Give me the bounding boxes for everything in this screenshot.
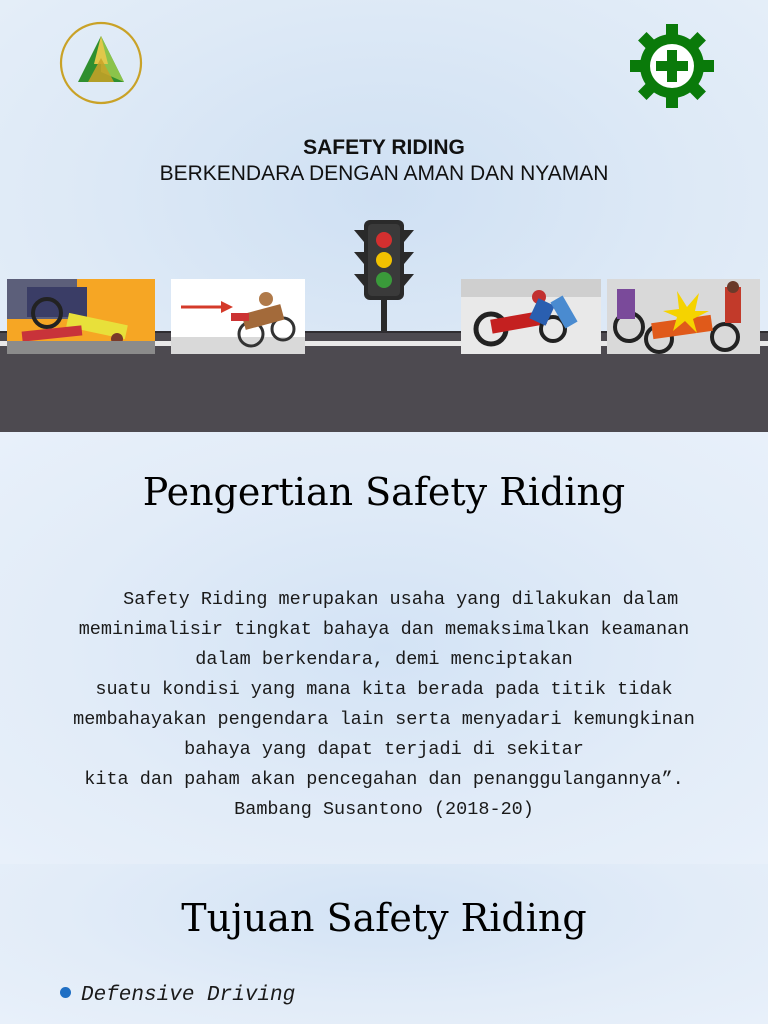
slide-title: SAFETY RIDING <box>303 136 465 159</box>
motorcycle-crash-illustration <box>171 279 305 354</box>
bullet-icon <box>60 987 71 998</box>
title-slide <box>0 0 768 432</box>
traffic-light-icon <box>352 218 416 336</box>
citation-line: Bambang Susantono (2018-20) <box>234 799 534 820</box>
paragraph-line: kita dan paham akan pencegahan dan penanggulangannya”. <box>84 769 684 790</box>
accident-victim-photo <box>7 279 155 354</box>
paragraph-line: dalam berkendara, demi menciptakan <box>195 649 573 670</box>
eternal-tangshan-logo <box>58 20 144 106</box>
bullet-item <box>60 984 295 1007</box>
objective-slide <box>0 864 768 1024</box>
paragraph-line: membahayakan pengendara lain serta menyadari kemungkinan <box>73 709 695 730</box>
bullet-text: Defensive Driving <box>81 984 296 1007</box>
definition-slide <box>0 432 768 864</box>
slide-subtitle: BERKENDARA DENGAN AMAN DAN NYAMAN <box>159 162 609 185</box>
motorcycle-collision-photo <box>607 279 760 354</box>
rider-fall-photo <box>461 279 601 354</box>
k3-safety-gear-cross-icon <box>628 22 716 110</box>
definition-paragraph <box>20 585 748 825</box>
paragraph-line: bahaya yang dapat terjadi di sekitar <box>184 739 584 760</box>
definition-heading: Pengertian Safety Riding <box>142 470 626 514</box>
paragraph-line: meminimalisir tingkat bahaya dan memaksimalkan keamanan <box>78 619 690 640</box>
paragraph-line: Safety Riding merupakan usaha yang dilakukan dalam <box>89 589 679 610</box>
objective-heading: Tujuan Safety Riding <box>181 896 587 940</box>
paragraph-line: suatu kondisi yang mana kita berada pada titik tidak <box>95 679 673 700</box>
